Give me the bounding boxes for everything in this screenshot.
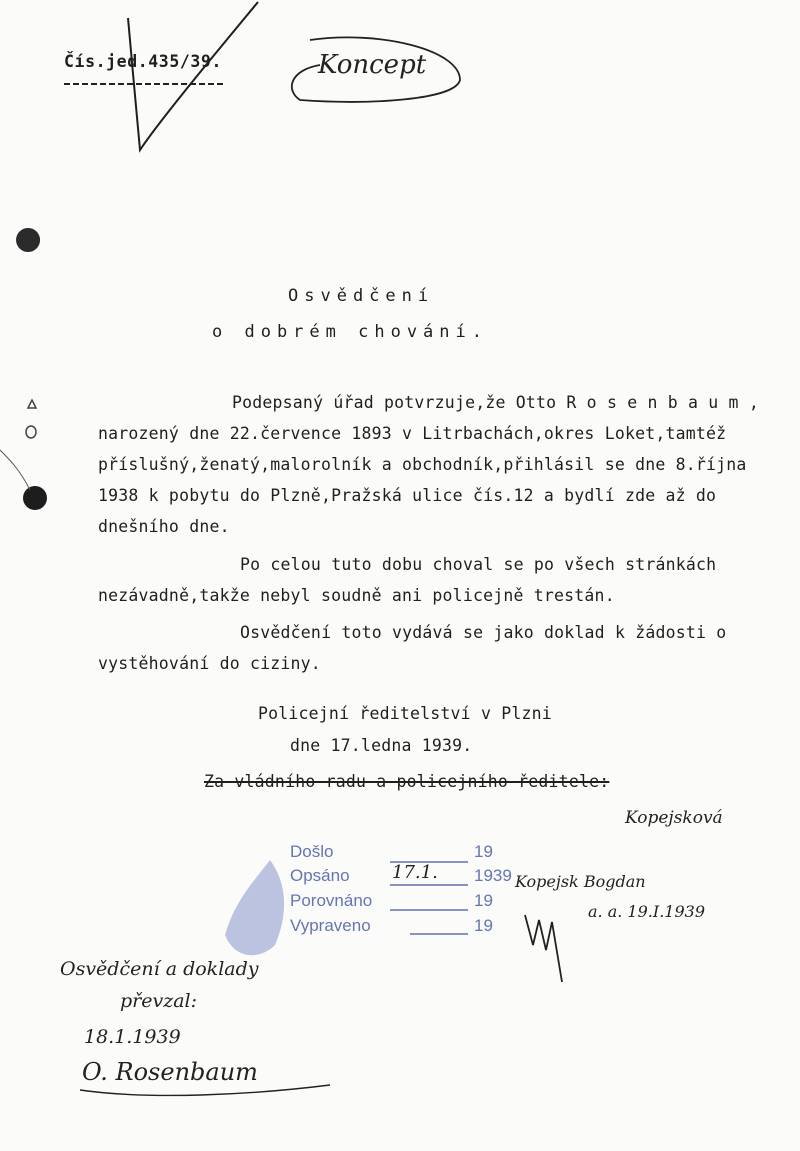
paragraph-1-line-2: narozený dne 22.července 1893 v Litrbachách,okres Loket,tamtéž — [98, 424, 727, 443]
stamp-row-3-year: 19 — [474, 891, 493, 910]
receipt-line-2: převzal: — [120, 990, 198, 1012]
issue-date: dne 17.ledna 1939. — [290, 736, 473, 755]
paragraph-3-line-2: vystěhování do ciziny. — [98, 654, 321, 673]
stamp-row-3-label: Porovnáno — [290, 891, 373, 910]
paragraph-1-line-3: příslušný,ženatý,malorolník a obchodník,přihlásil se dne 8.října — [98, 455, 747, 474]
margin-note-koncept: Koncept — [318, 50, 427, 80]
paragraph-2-line-2: nezávadně,takže nebyl soudně ani policejně trestán. — [98, 586, 615, 605]
handwritten-note-right-1: Kopejsk Bogdan — [515, 872, 646, 891]
paragraph-1-line-5: dnešního dne. — [98, 517, 230, 536]
stamp-smudge — [225, 860, 284, 955]
official-signature: Kopejsková — [625, 808, 723, 828]
stamp-row-2-value: 17.1. — [392, 862, 438, 883]
receipt-swoosh — [80, 1085, 330, 1095]
document-subtitle: o dobrém chování. — [212, 322, 488, 342]
paragraph-1-line-1: Podepsaný úřad potvrzuje,že Otto R o s e n b a u m , — [232, 393, 759, 412]
reference-number: Čís.jed.435/39. — [64, 52, 223, 71]
scribble-signature — [525, 915, 562, 982]
receipt-signature: O. Rosenbaum — [82, 1058, 258, 1086]
stamp-row-4-label: Vypraveno — [290, 916, 371, 935]
stamp-row-2-label: Opsáno — [290, 866, 350, 885]
struck-signatory-line: Za vládního radu a policejního ředitele: — [204, 772, 610, 791]
paragraph-1-line-4: 1938 k pobytu do Plzně,Pražská ulice čís.12 a bydlí zde až do — [98, 486, 717, 505]
receipt-line-1: Osvědčení a doklady — [60, 958, 259, 980]
stamp-row-2-year: 1939 — [474, 866, 512, 885]
stamp-row-1-label: Došlo — [290, 842, 334, 861]
clip-mark — [26, 400, 36, 438]
issuing-authority: Policejní ředitelství v Plzni — [258, 704, 552, 723]
handwritten-note-right-2: a. a. 19.I.1939 — [588, 902, 705, 921]
document-title: Osvědčení — [288, 286, 435, 306]
paragraph-3-line-1: Osvědčení toto vydává se jako doklad k žádosti o — [240, 623, 727, 642]
punch-hole-bottom — [23, 486, 47, 510]
receipt-date: 18.1.1939 — [84, 1026, 181, 1048]
check-stroke — [128, 2, 258, 150]
punch-hole-top — [16, 228, 40, 252]
stamp-row-4-year: 19 — [474, 916, 493, 935]
margin-scratch — [0, 450, 30, 490]
paragraph-2-line-1: Po celou tuto dobu choval se po všech stránkách — [240, 555, 717, 574]
stamp-row-1-year: 19 — [474, 842, 493, 861]
